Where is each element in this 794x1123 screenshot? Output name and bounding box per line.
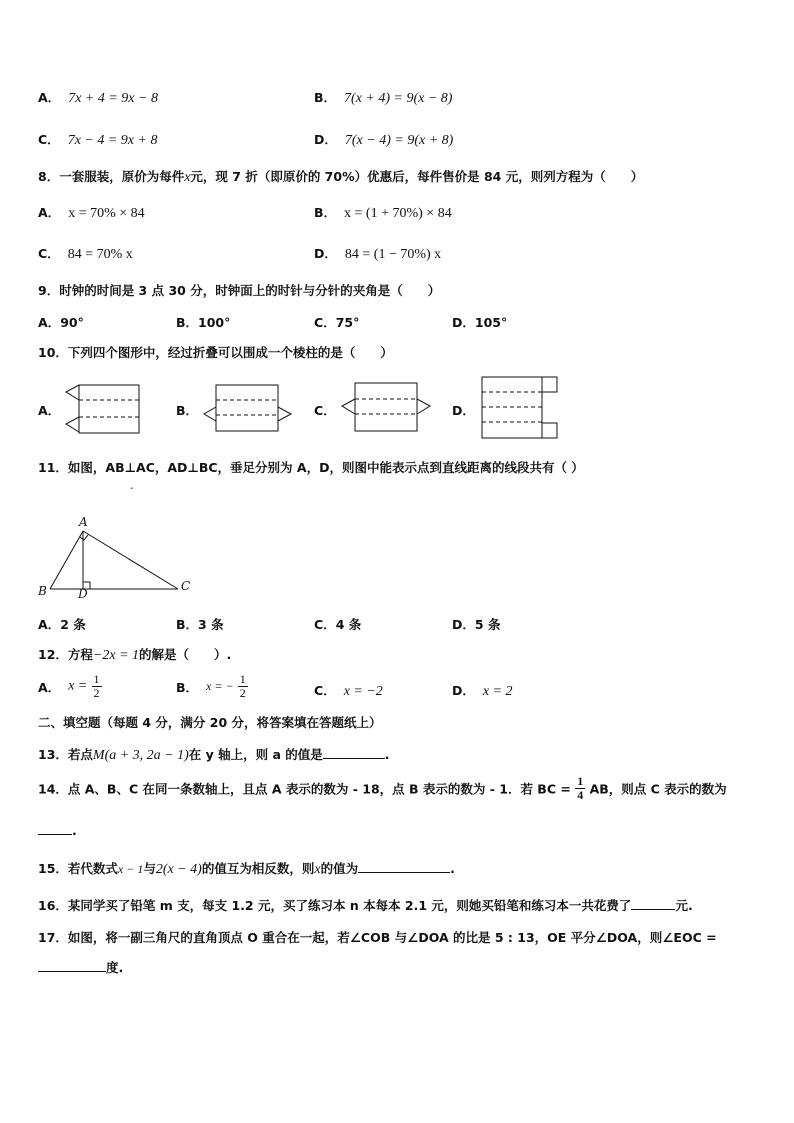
q12-option-b: B． x = − $\frac{1}{2}$	[176, 672, 246, 700]
q11-option-d: D．5 条	[452, 617, 501, 632]
q13-stem: 13．若点M(a + 3, 2a − 1)在 y 轴上，则 a 的值是 .	[38, 747, 390, 763]
q14-answer-blank[interactable]	[38, 822, 72, 835]
q13-answer-blank[interactable]	[323, 746, 385, 759]
q14-fraction: $\frac{1}{4}$	[577, 774, 584, 802]
q17-stem: 17．如图，将一副三角尺的直角顶点 O 重合在一起，若∠COB 与∠DOA 的比是 5 : 13，OE 平分∠DOA，则∠EOC =	[38, 930, 717, 945]
q14-answer-line: .	[38, 822, 77, 838]
q9-option-d: D．105°	[452, 315, 508, 330]
q9-option-a: A．90°	[38, 315, 84, 330]
q10-label-c: C．	[314, 403, 336, 418]
q12-option-d: D． x = 2	[452, 683, 513, 699]
q8-option-d: D． 84 = (1 − 70%) x	[314, 246, 442, 262]
q7-option-b: B． 7(x + 4) = 9(x − 8)	[314, 90, 453, 106]
q12-option-c: C． x = −2	[314, 683, 383, 699]
section-2-heading: 二、填空题（每题 4 分，满分 20 分，将答案填在答题纸上）	[38, 715, 382, 730]
q8-option-b: B． x = (1 + 70%) × 84	[314, 205, 452, 221]
q11-point-d-label: D	[78, 587, 88, 601]
q11-option-b: B．3 条	[176, 617, 224, 632]
q7-option-c: C． 7x − 4 = 9x + 8	[38, 132, 158, 148]
q11-option-c: C．4 条	[314, 617, 362, 632]
q12-a-fraction: $\frac{1}{2}$	[93, 672, 100, 700]
q12-option-a: A． x = $\frac{1}{2}$	[38, 672, 100, 700]
q10-label-d: D．	[452, 403, 475, 418]
q14-stem: 14．点 A、B、C 在同一条数轴上，且点 A 表示的数为 - 18，点 B 表示的数为 - 1．若 BC = $\frac{1}{4}$ AB，则点 C 表示的数为	[38, 774, 727, 802]
q12-b-fraction: $\frac{1}{2}$	[239, 672, 246, 700]
q11-option-a: A．2 条	[38, 617, 86, 632]
q10-label-b: B．	[176, 403, 199, 418]
q11-point-c-label: C	[181, 579, 191, 593]
q8-option-c: C． 84 = 70% x	[38, 246, 133, 262]
q7-option-d: D． 7(x − 4) = 9(x + 8)	[314, 132, 454, 148]
q15-stem: 15．若代数式x − 1与2(x − 4)的值互为相反数，则x的值为 .	[38, 861, 455, 877]
q11-point-b-label: B	[38, 584, 47, 598]
q12-stem: 12．方程−2x = 1的解是（ ）.	[38, 647, 232, 663]
q10-label-a: A．	[38, 403, 61, 418]
stray-mark: -	[130, 483, 134, 494]
q10-stem: 10．下列四个图形中，经过折叠可以围成一个棱柱的是（ ）	[38, 345, 393, 360]
q7-option-a: A． 7x + 4 = 9x − 8	[38, 90, 158, 106]
q8-option-a: A． x = 70% × 84	[38, 205, 145, 221]
q17-answer-line: 度.	[38, 958, 123, 976]
q17-answer-blank[interactable]	[38, 959, 106, 972]
q16-answer-blank[interactable]	[631, 897, 675, 910]
q15-answer-blank[interactable]	[358, 860, 450, 873]
q9-option-c: C．75°	[314, 315, 360, 330]
q8-stem: 8．一套服装，原价为每件x元，现 7 折（即原价的 70%）优惠后，每件售价是 84 元，则列方程为（ ）	[38, 169, 644, 185]
q9-stem: 9．时钟的时间是 3 点 30 分，时钟面上的时针与分针的夹角是（ ）	[38, 283, 441, 298]
q9-option-b: B．100°	[176, 315, 231, 330]
q11-stem: 11．如图，AB⊥AC，AD⊥BC，垂足分别为 A，D，则图中能表示点到直线距离的线段共有（ ）	[38, 460, 584, 475]
q16-stem: 16．某同学买了铅笔 m 支，每支 1.2 元，买了练习本 n 本每本 2.1 元，则她买铅笔和练习本一共花费了 元.	[38, 898, 693, 913]
q11-point-a-label: A	[79, 515, 88, 529]
